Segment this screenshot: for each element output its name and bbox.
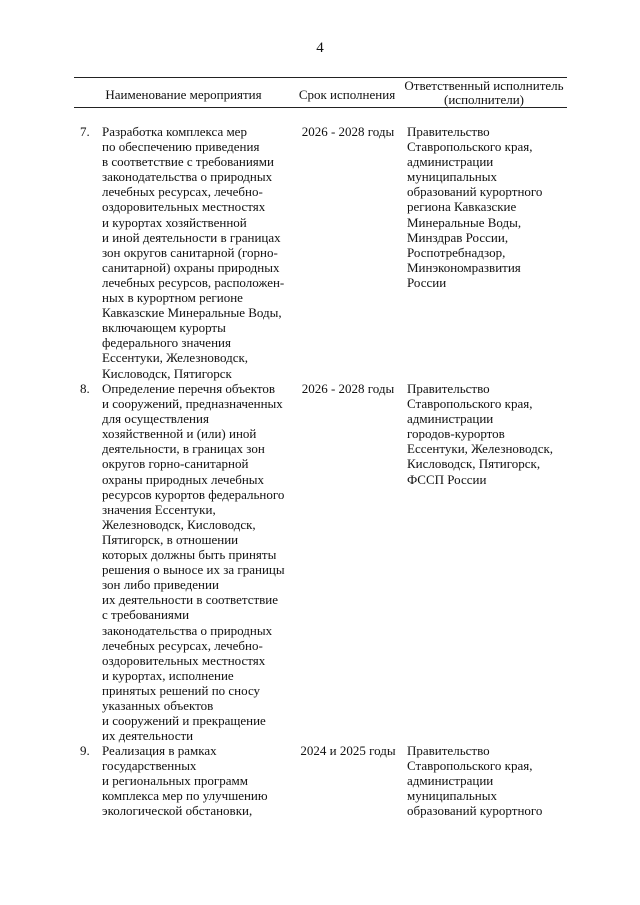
page-number: 4: [316, 40, 324, 56]
row-term: 2024 и 2025 годы: [300, 743, 396, 758]
row-measure-name: Определение перечня объектов и сооружений, предназначенных для осуществления хозяйственной и (или) иной деятельности, в границах зон округов горно-санитарной охраны природных лечебных ресурсов курортов федерального значения Ессентуки, Железноводск, Кисловодск, Пятигорск, в отношении которых должны быть приняты решения о выносе их за границы зон либо приведении их деятельности в соответствие с требованиями законодательства о природных лечебных ресурсах, лечебно- оздоровительных местностях и курортах, исполнение принятых решений по сносу указанных объектов и сооружений и прекращение их деятельности: [102, 381, 285, 744]
row-term: 2026 - 2028 годы: [301, 124, 395, 139]
row-measure-name: Реализация в рамках государственных и региональных программ комплекса мер по улучшению экологической обстановки,: [102, 743, 268, 819]
row-measure-name: Разработка комплекса мер по обеспечению приведения в соответствие с требованиями законодательства о природных лечебных ресурсах, лечебно- оздоровительных местностях и курортах хозяйственной и иной деятельности в границах зон округов санитарной (горно- санитарной) охраны природных лечебных ресурсов, расположен- ных в курортном регионе Кавказские Минеральные Воды, включающем курорты федерального значения Ессентуки, Железноводск, Кисловодск, Пятигорск: [102, 124, 285, 381]
row-responsible: Правительство Ставропольского края, администрации муниципальных образований курортного: [407, 743, 543, 819]
row-number: 7.: [80, 124, 90, 139]
row-responsible: Правительство Ставропольского края, администрации муниципальных образований курортного региона Кавказские Минеральные Воды, Минздрав России, Роспотребнадзор, Минэкономразвития России: [407, 124, 543, 290]
header-term: Срок исполнения: [298, 87, 396, 102]
row-responsible: Правительство Ставропольского края, администрации городов-курортов Ессентуки, Железноводск, Кисловодск, Пятигорск, ФССП России: [407, 381, 554, 487]
table-header-rule: [74, 107, 567, 108]
header-responsible: Ответственный исполнитель (исполнители): [404, 78, 564, 107]
header-name: Наименование мероприятия: [105, 87, 262, 102]
row-number: 8.: [80, 381, 90, 396]
row-term: 2026 - 2028 годы: [301, 381, 395, 396]
row-number: 9.: [80, 743, 90, 758]
